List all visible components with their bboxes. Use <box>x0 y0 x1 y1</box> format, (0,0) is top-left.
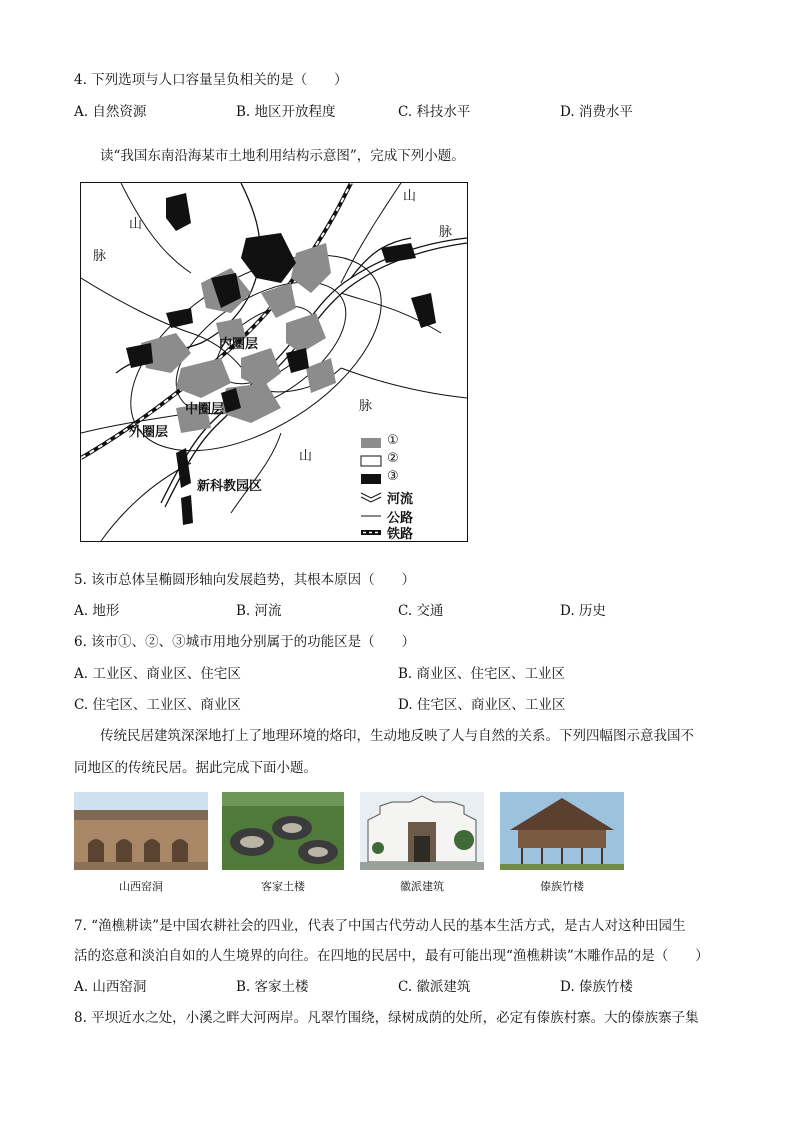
houses-intro-line2: 同地区的传统民居。据此完成下面小题。 <box>74 760 317 776</box>
q6-option-a[interactable]: A. 工业区、商业区、住宅区 <box>74 666 241 682</box>
caption-cave-dwelling: 山西窑洞 <box>119 880 163 893</box>
label-range-3: 脉 <box>359 399 373 414</box>
legend-2-label: ② <box>387 451 399 466</box>
label-range-1: 脉 <box>93 249 107 264</box>
tulou-photo <box>222 792 344 870</box>
q4-option-c[interactable]: C. 科技水平 <box>398 104 471 120</box>
q7-option-b[interactable]: B. 客家土楼 <box>236 979 309 995</box>
label-new-campus: 新科教园区 <box>197 479 263 494</box>
q6-option-b[interactable]: B. 商业区、住宅区、工业区 <box>398 666 566 682</box>
q6-option-d[interactable]: D. 住宅区、商业区、工业区 <box>398 697 566 713</box>
label-mountain-3: 山 <box>299 449 313 464</box>
question-4-stem: 4. 下列选项与人口容量呈负相关的是（ ） <box>74 72 348 88</box>
q6-option-c[interactable]: C. 住宅区、工业区、商业区 <box>74 697 241 713</box>
caption-huizhou: 徽派建筑 <box>400 880 444 893</box>
q4-option-b[interactable]: B. 地区开放程度 <box>236 104 336 120</box>
q5-option-a[interactable]: A. 地形 <box>74 603 120 619</box>
question-7-stem-line2: 活的恣意和淡泊自如的人生境界的向往。在四地的民居中，最有可能出现“渔樵耕读”木雕作品的是（ ） <box>74 948 709 964</box>
label-mountain-2: 山 <box>403 189 417 204</box>
legend-1-label: ① <box>387 433 399 448</box>
caption-bamboo-house: 傣族竹楼 <box>540 880 584 893</box>
land-use-map <box>80 182 468 542</box>
label-outer-ring: 外圈层 <box>129 425 169 440</box>
q7-option-c[interactable]: C. 徽派建筑 <box>398 979 471 995</box>
legend-river-label: 河流 <box>387 492 414 507</box>
label-inner-ring: 内圈层 <box>219 337 259 352</box>
legend-road-label: 公路 <box>387 511 414 526</box>
q5-option-c[interactable]: C. 交通 <box>398 603 444 619</box>
question-7-stem-line1: 7. “渔樵耕读”是中国农耕社会的四业，代表了中国古代劳动人民的基本生活方式，是古人对这种田园生 <box>74 918 686 934</box>
q7-option-d[interactable]: D. 傣族竹楼 <box>560 979 633 995</box>
question-6-stem: 6. 该市①、②、③城市用地分别属于的功能区是（ ） <box>74 634 416 650</box>
cave-dwelling-photo <box>74 792 208 870</box>
legend-3-label: ③ <box>387 469 399 484</box>
label-range-2: 脉 <box>439 225 453 240</box>
question-8-stem: 8. 平坝近水之处，小溪之畔大河两岸。凡翠竹围绕，绿树成荫的处所，必定有傣族村寨。大的傣族寨子集 <box>74 1010 699 1026</box>
legend-railway-label: 铁路 <box>387 527 414 542</box>
q5-option-b[interactable]: B. 河流 <box>236 603 282 619</box>
label-mountain-1: 山 <box>129 217 143 232</box>
label-middle-ring: 中圈层 <box>185 402 225 417</box>
q4-option-a[interactable]: A. 自然资源 <box>74 104 147 120</box>
q4-option-d[interactable]: D. 消费水平 <box>560 104 633 120</box>
map-intro: 读“我国东南沿海某市土地利用结构示意图”，完成下列小题。 <box>100 148 465 164</box>
legend-symbols <box>361 438 381 535</box>
huizhou-photo <box>360 792 484 870</box>
q7-option-a[interactable]: A. 山西窑洞 <box>74 979 147 995</box>
question-5-stem: 5. 该市总体呈椭圆形轴向发展趋势，其根本原因（ ） <box>74 572 416 588</box>
houses-intro-line1: 传统民居建筑深深地打上了地理环境的烙印，生动地反映了人与自然的关系。下列四幅图示意我国不 <box>100 728 694 744</box>
caption-tulou: 客家土楼 <box>261 880 305 893</box>
q5-option-d[interactable]: D. 历史 <box>560 603 606 619</box>
bamboo-house-photo <box>500 792 624 870</box>
